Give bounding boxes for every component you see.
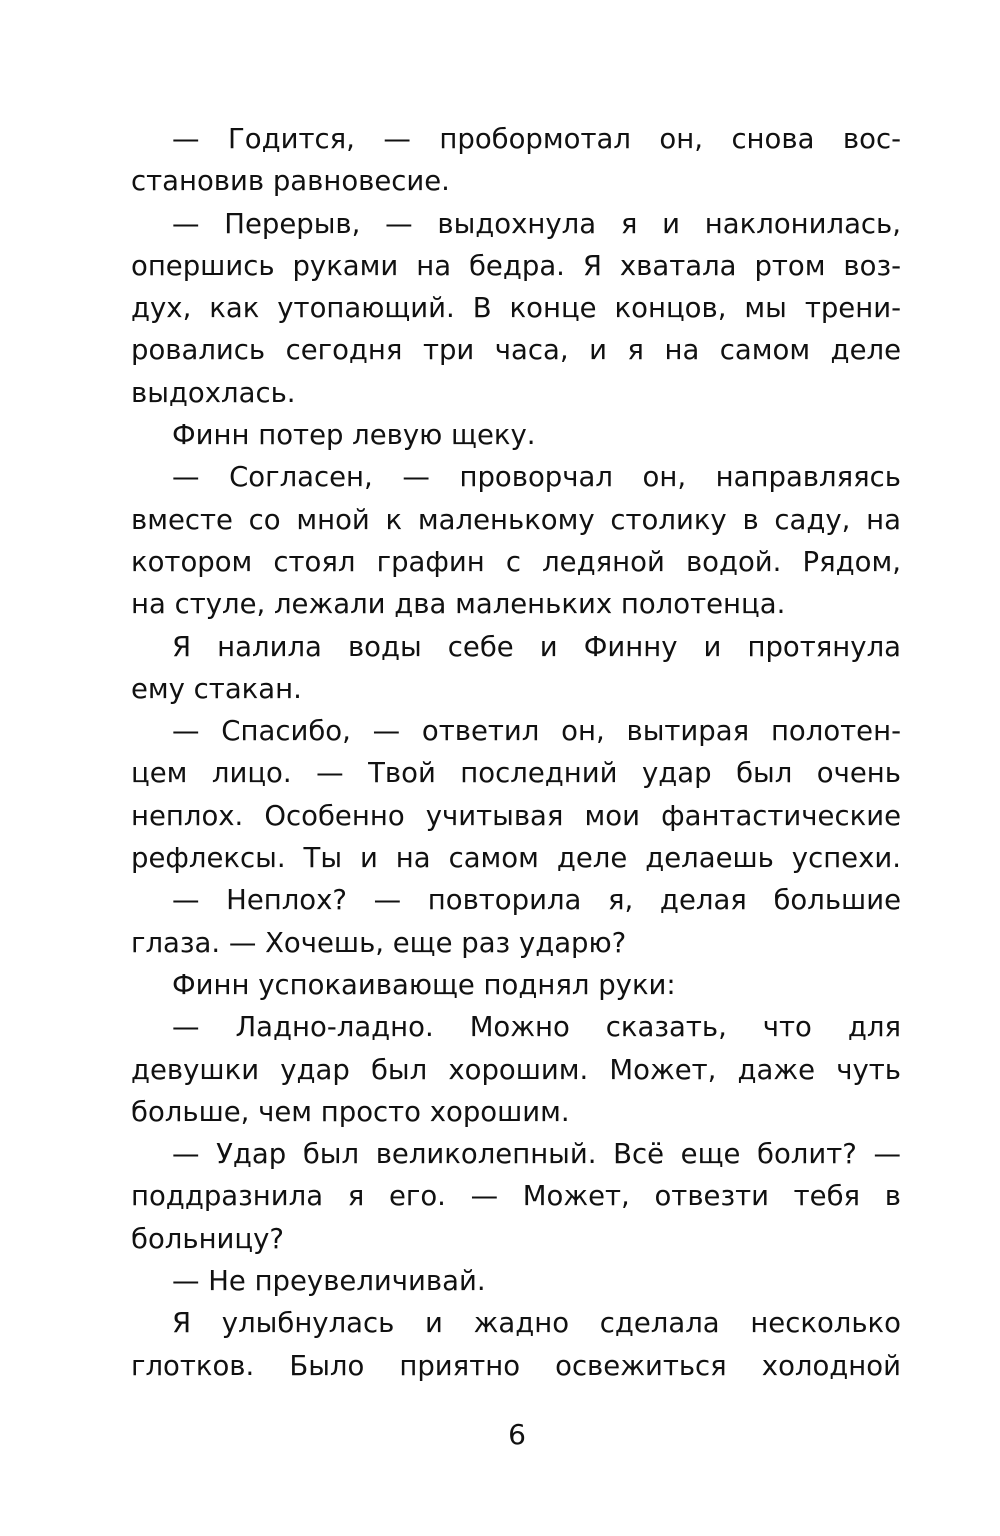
text-line: — Перерыв, — выдохнула я и наклонилась, — [172, 207, 901, 240]
text-line: — Спасибо, — ответил он, вытирая полотен- — [172, 715, 901, 748]
text-line: ровались сегодня три часа, и я на самом деле — [131, 334, 901, 367]
text-line: Финн потер левую щеку. — [172, 419, 536, 452]
text-line: выдохлась. — [131, 376, 296, 409]
text-line: больше, чем просто хорошим. — [131, 1095, 570, 1128]
text-line: поддразнила я его. — Может, отвезти тебя в — [131, 1180, 901, 1213]
text-line: глаза. — Хочешь, еще раз ударю? — [131, 926, 627, 959]
paragraph — [131, 1302, 901, 1387]
paragraph — [131, 1260, 901, 1302]
text-line: неплох. Особенно учитывая мои фантастические — [131, 799, 901, 832]
paragraph — [131, 710, 901, 879]
page-number: 6 — [508, 1418, 526, 1451]
paragraph — [131, 879, 901, 964]
paragraph — [131, 1006, 901, 1133]
text-line: дух, как утопающий. В конце концов, мы трени- — [131, 292, 901, 325]
paragraph — [131, 456, 901, 625]
text-line: становив равновесие. — [131, 165, 450, 198]
text-line: котором стоял графин с ледяной водой. Рядом, — [131, 545, 901, 578]
text-line: — Ладно-ладно. Можно сказать, что для — [172, 1011, 901, 1044]
text-line: на стуле, лежали два маленьких полотенца. — [131, 588, 786, 621]
text-line: цем лицо. — Твой последний удар был очень — [131, 757, 901, 790]
text-line: вместе со мной к маленькому столику в саду, на — [131, 503, 901, 536]
text-line: ему стакан. — [131, 672, 302, 705]
paragraph — [131, 626, 901, 711]
paragraph — [131, 1133, 901, 1260]
text-line: Я налила воды себе и Финну и протянула — [172, 630, 901, 663]
text-line: — Не преувеличивай. — [172, 1265, 486, 1298]
text-line: Я улыбнулась и жадно сделала несколько — [172, 1307, 901, 1340]
text-line: — Согласен, — проворчал он, направляясь — [172, 461, 901, 494]
text-line: больницу? — [131, 1222, 285, 1255]
text-line: глотков. Было приятно освежиться холодной — [131, 1349, 901, 1382]
text-line: Финн успокаивающе поднял руки: — [172, 968, 676, 1001]
text-line: девушки удар был хорошим. Может, даже чуть — [131, 1053, 901, 1086]
paragraph — [131, 203, 901, 414]
paragraph — [131, 118, 901, 203]
page-body-text — [131, 118, 901, 1387]
paragraph — [131, 964, 901, 1006]
text-line: — Годится, — пробормотал он, снова вос- — [172, 123, 901, 155]
text-line: рефлексы. Ты и на самом деле делаешь успехи. — [131, 842, 901, 875]
paragraph — [131, 414, 901, 456]
text-line: — Удар был великолепный. Всё еще болит? — — [172, 1138, 901, 1171]
text-line: — Неплох? — повторила я, делая большие — [172, 884, 901, 917]
text-line: опершись руками на бедра. Я хватала ртом воз- — [131, 249, 901, 282]
